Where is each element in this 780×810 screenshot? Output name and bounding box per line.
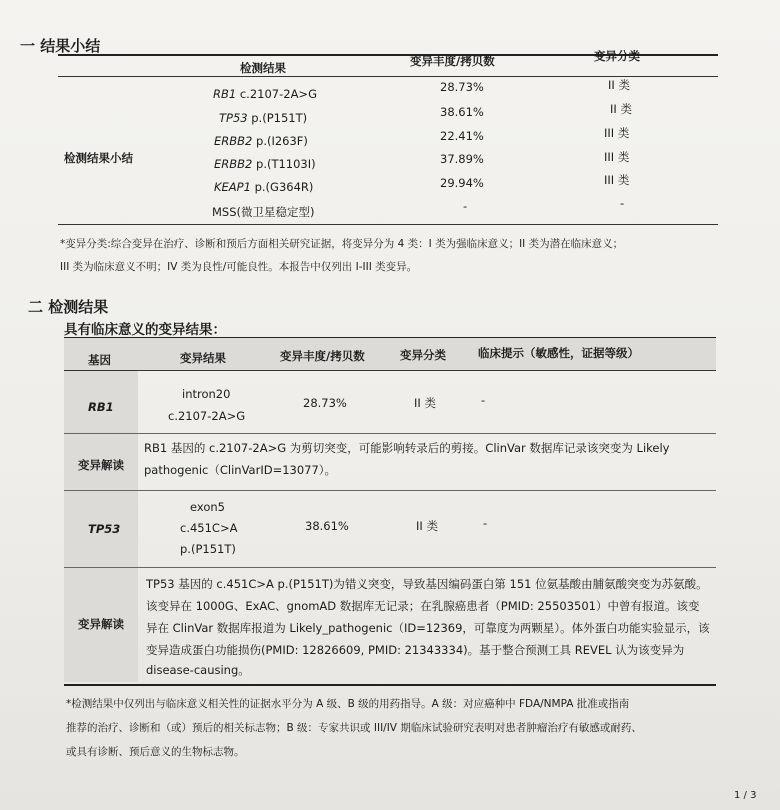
summary-row-3-class: III 类 xyxy=(604,126,630,140)
detail-header-freq: 变异丰度/拷贝数 xyxy=(280,349,365,363)
summary-row-2-variant: TP53 p.(P151T) xyxy=(219,111,308,125)
rb1-result-2: c.2107-2A>G xyxy=(168,409,246,423)
rb1-interp-label: 变异解读 xyxy=(78,458,124,472)
summary-header-freq: 变异丰度/拷贝数 xyxy=(410,54,495,68)
summary-row-1-freq: 28.73% xyxy=(440,80,484,94)
rb1-row-rule xyxy=(64,433,716,434)
summary-bottom-rule xyxy=(58,224,718,225)
detail-header-gene: 基因 xyxy=(88,353,111,367)
summary-row-5-freq: 29.94% xyxy=(440,176,484,190)
tp53-row-rule xyxy=(64,567,716,568)
summary-row-6-class: - xyxy=(620,196,625,210)
summary-row-label: 检测结果小结 xyxy=(64,151,133,165)
tp53-interp-line-1: TP53 基因的 c.451C>A p.(P151T)为错义突变，导致基因编码蛋白第 151 位氨基酸由脯氨酸突变为苏氨酸。 xyxy=(146,577,708,591)
summary-row-6-freq: - xyxy=(463,199,468,213)
summary-row-1-variant: RB1 c.2107-2A>G xyxy=(213,87,317,101)
summary-row-1-class: II 类 xyxy=(608,78,630,92)
summary-row-5-variant: KEAP1 p.(G364R) xyxy=(214,180,314,194)
rb1-interp-line-1: RB1 基因的 c.2107-2A>G 为剪切突变，可能影响转录后的剪接。ClinVar 数据库记录该突变为 Likely xyxy=(144,441,670,455)
rb1-gene: RB1 xyxy=(88,400,114,414)
tp53-result-2: c.451C>A xyxy=(180,521,238,535)
tp53-result-1: exon5 xyxy=(190,500,225,514)
detail-header-hint: 临床提示（敏感性，证据等级） xyxy=(478,346,639,360)
tp53-interp-line-3: 异在 ClinVar 数据库报道为 Likely_pathogenic（ID=12369，可靠度为两颗星）。体外蛋白功能实验显示，该 xyxy=(146,621,710,635)
summary-note-line-2: III 类为临床意义不明；IV 类为良性/可能良性。本报告中仅列出 I-III 类变异。 xyxy=(60,261,418,273)
summary-row-4-class: III 类 xyxy=(604,150,630,164)
summary-header-result: 检测结果 xyxy=(240,61,286,75)
tp53-freq: 38.61% xyxy=(305,519,349,533)
summary-row-4-freq: 37.89% xyxy=(440,152,484,166)
detail-header-rule xyxy=(64,370,716,371)
detail-note-line-3: 或具有诊断、预后意义的生物标志物。 xyxy=(66,746,245,758)
tp53-interp-line-4: 变异造成蛋白功能损伤(PMID: 12826609, PMID: 21343334)。基于整合预测工具 REVEL 认为该变异为 xyxy=(146,643,685,657)
summary-row-2-class: II 类 xyxy=(610,102,632,116)
rb1-class: II 类 xyxy=(414,396,436,410)
tp53-result-3: p.(P151T) xyxy=(180,542,236,556)
detail-header-result: 变异结果 xyxy=(180,351,226,365)
rb1-result-1: intron20 xyxy=(182,387,231,401)
summary-row-3-freq: 22.41% xyxy=(440,129,484,143)
tp53-hint: - xyxy=(483,516,488,530)
detail-note-line-1: *检测结果中仅列出与临床意义相关性的证据水平分为 A 级、B 级的用药指导。A 级：对应癌种中 FDA/NMPA 批准或指南 xyxy=(66,698,630,710)
page-number: 1 / 3 xyxy=(734,790,757,801)
tp53-interp-line-2: 该变异在 1000G、ExAC、gnomAD 数据库无记录；在乳腺癌患者（PMID: 25503501）中曾有报道。该变 xyxy=(146,599,700,613)
summary-row-6-variant: MSS(微卫星稳定型) xyxy=(212,205,315,219)
tp53-interp-line-5: disease-causing。 xyxy=(146,663,250,677)
section2-subtitle: 具有临床意义的变异结果： xyxy=(64,322,226,338)
summary-row-4-variant: ERBB2 p.(T1103I) xyxy=(214,157,316,171)
summary-row-5-class: III 类 xyxy=(604,173,630,187)
summary-header-class: 变异分类 xyxy=(594,49,640,63)
detail-bottom-rule xyxy=(64,684,716,686)
detail-note-line-2: 推荐的治疗、诊断和（或）预后的相关标志物；B 级：专家共识或 III/IV 期临床试验研究表明对患者肿瘤治疗有敏感或耐药、 xyxy=(66,722,642,734)
tp53-class: II 类 xyxy=(416,519,438,533)
section1-title: 一 结果小结 xyxy=(20,37,101,55)
summary-note-line-1: *变异分类:综合变异在治疗、诊断和预后方面相关研究证据，将变异分为 4 类：I 类为强临床意义；II 类为潜在临床意义； xyxy=(60,238,624,250)
rb1-interp-line-2: pathogenic（ClinVarID=13077）。 xyxy=(144,463,337,477)
tp53-gene: TP53 xyxy=(88,522,121,536)
section2-title: 二 检测结果 xyxy=(28,298,109,316)
tp53-interp-label: 变异解读 xyxy=(78,617,124,631)
detail-header-class: 变异分类 xyxy=(400,348,446,362)
rb1-interp-rule xyxy=(64,490,716,491)
rb1-freq: 28.73% xyxy=(303,396,347,410)
rb1-hint: - xyxy=(481,393,486,407)
summary-row-3-variant: ERBB2 p.(I263F) xyxy=(214,134,308,148)
summary-row-2-freq: 38.61% xyxy=(440,105,484,119)
